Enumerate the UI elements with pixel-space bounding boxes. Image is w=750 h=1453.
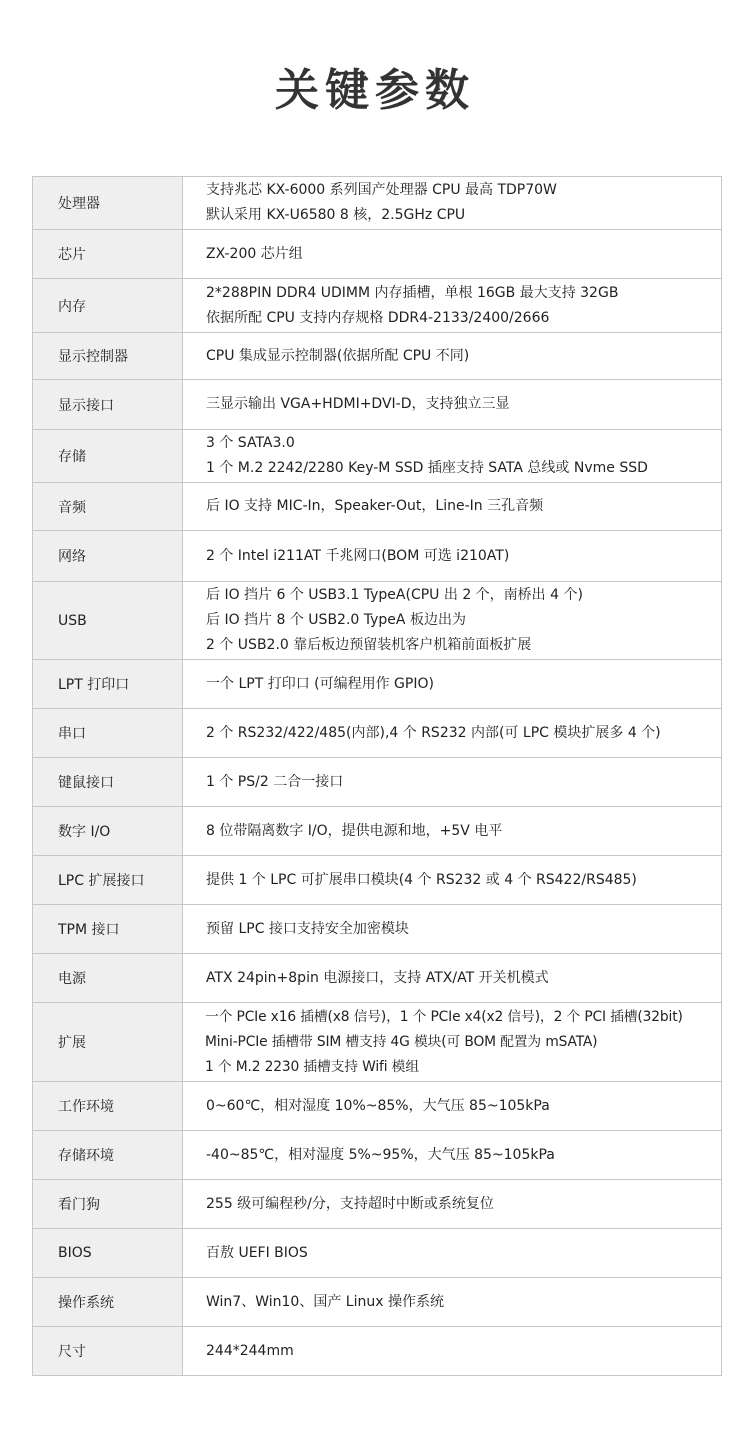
table-row [33,660,722,709]
spec-value-line: 1 个 M.2 2242/2280 Key-M SSD 插座支持 SATA 总线或 Nvme SSD [206,460,648,476]
table-row [33,1229,722,1278]
spec-value [183,531,722,582]
spec-value-line: Mini-PCIe 插槽带 SIM 槽支持 4G 模块(可 BOM 配置为 mSATA) [205,1033,598,1050]
table-row [33,954,722,1003]
table-row [33,1327,722,1376]
table-row [33,1003,722,1082]
spec-label: 显示控制器 [33,333,183,380]
spec-value [183,758,722,807]
spec-value-line: 0~60℃，相对湿度 10%~85%，大气压 85~105kPa [206,1097,550,1114]
spec-value-line: 2 个 Intel i211AT 千兆网口(BOM 可选 i210AT) [206,547,510,564]
spec-label: 扩展 [33,1003,183,1082]
spec-value-line: 1 个 M.2 2230 插槽支持 Wifi 模组 [205,1058,419,1075]
table-row [33,709,722,758]
spec-label: 存储 [33,430,183,483]
spec-value-line: 预留 LPC 接口支持安全加密模块 [206,920,409,937]
spec-value [183,230,722,279]
spec-label: 存储环境 [33,1131,183,1180]
spec-value-line: 依据所配 CPU 支持内存规格 DDR4-2133/2400/2666 [206,309,550,326]
table-row [33,1278,722,1327]
spec-value [183,430,722,483]
spec-label: LPT 打印口 [33,660,183,709]
spec-label: TPM 接口 [33,905,183,954]
spec-value [183,807,722,856]
spec-value [183,279,722,333]
table-row [33,230,722,279]
spec-value-line: 百敖 UEFI BIOS [206,1244,308,1261]
spec-value [183,582,722,660]
spec-value-line: 后 IO 挡片 6 个 USB3.1 TypeA(CPU 出 2 个，南桥出 4 个) [206,587,583,603]
table-row [33,1131,722,1180]
table-row [33,279,722,333]
spec-label: BIOS [33,1229,183,1278]
table-row [33,905,722,954]
table-row [33,1180,722,1229]
spec-label: 尺寸 [33,1327,183,1376]
page-title: 关键参数 [275,65,475,116]
spec-value-line: Win7、Win10、国产 Linux 操作系统 [206,1293,444,1310]
spec-label: 处理器 [33,177,183,230]
table-row [33,430,722,483]
spec-value-line: 2 个 USB2.0 靠后板边预留装机客户机箱前面板扩展 [206,637,532,653]
spec-value [183,1229,722,1278]
spec-value-line: 1 个 PS/2 二合一接口 [206,773,344,790]
spec-table [32,176,722,1376]
spec-label: 网络 [33,531,183,582]
spec-value [183,905,722,954]
spec-label: USB [33,582,183,660]
spec-value [183,660,722,709]
spec-value-line: 3 个 SATA3.0 [206,435,295,451]
spec-label: 数字 I/O [33,807,183,856]
table-row [33,380,722,430]
spec-label: 看门狗 [33,1180,183,1229]
spec-value-line: 提供 1 个 LPC 可扩展串口模块(4 个 RS232 或 4 个 RS422/RS485) [206,871,637,888]
spec-value-line: 2 个 RS232/422/485(内部),4 个 RS232 内部(可 LPC 模块扩展多 4 个) [206,724,661,741]
spec-label: 工作环境 [33,1082,183,1131]
spec-value [183,333,722,380]
spec-value-line: 默认采用 KX-U6580 8 核，2.5GHz CPU [206,207,466,223]
spec-label: 操作系统 [33,1278,183,1327]
spec-label: 串口 [33,709,183,758]
table-row [33,531,722,582]
spec-value [183,177,722,230]
spec-label: 芯片 [33,230,183,279]
spec-value-line: 一个 LPT 打印口 (可编程用作 GPIO) [206,675,434,692]
table-row [33,582,722,660]
table-row [33,333,722,380]
spec-value [183,1003,722,1082]
spec-value [183,856,722,905]
spec-value-line: 一个 PCIe x16 插槽(x8 信号)，1 个 PCIe x4(x2 信号)，2 个 PCI 插槽(32bit) [205,1008,683,1025]
spec-value-line: ATX 24pin+8pin 电源接口，支持 ATX/AT 开关机模式 [206,969,549,986]
spec-value [183,1131,722,1180]
table-row [33,483,722,531]
spec-label: LPC 扩展接口 [33,856,183,905]
spec-value [183,709,722,758]
spec-value [183,1327,722,1376]
spec-value [183,1278,722,1327]
spec-value-line: 支持兆芯 KX-6000 系列国产处理器 CPU 最高 TDP70W [206,182,557,198]
table-row [33,856,722,905]
spec-value [183,954,722,1003]
spec-value-line: CPU 集成显示控制器(依据所配 CPU 不同) [206,347,470,364]
spec-label: 内存 [33,279,183,333]
spec-value-line: 244*244mm [206,1342,294,1359]
spec-value [183,1082,722,1131]
spec-table-body [33,177,722,1376]
spec-value-line: 三显示输出 VGA+HDMI+DVI-D，支持独立三显 [206,396,510,412]
spec-value [183,483,722,531]
spec-value-line: 后 IO 挡片 8 个 USB2.0 TypeA 板边出为 [206,612,466,628]
table-row [33,1082,722,1131]
spec-label: 电源 [33,954,183,1003]
spec-value-line: -40~85℃，相对湿度 5%~95%，大气压 85~105kPa [206,1146,555,1163]
spec-label: 显示接口 [33,380,183,430]
spec-value-line: 8 位带隔离数字 I/O，提供电源和地，+5V 电平 [206,822,503,839]
table-row [33,758,722,807]
spec-label: 音频 [33,483,183,531]
spec-value-line: ZX-200 芯片组 [206,245,303,262]
spec-label: 键鼠接口 [33,758,183,807]
spec-value [183,1180,722,1229]
spec-value-line: 2*288PIN DDR4 UDIMM 内存插槽，单根 16GB 最大支持 32GB [206,284,619,301]
spec-value [183,380,722,430]
table-row [33,177,722,230]
spec-value-line: 255 级可编程秒/分，支持超时中断或系统复位 [206,1195,494,1212]
spec-value-line: 后 IO 支持 MIC-In，Speaker-Out，Line-In 三孔音频 [206,498,544,514]
table-row [33,807,722,856]
